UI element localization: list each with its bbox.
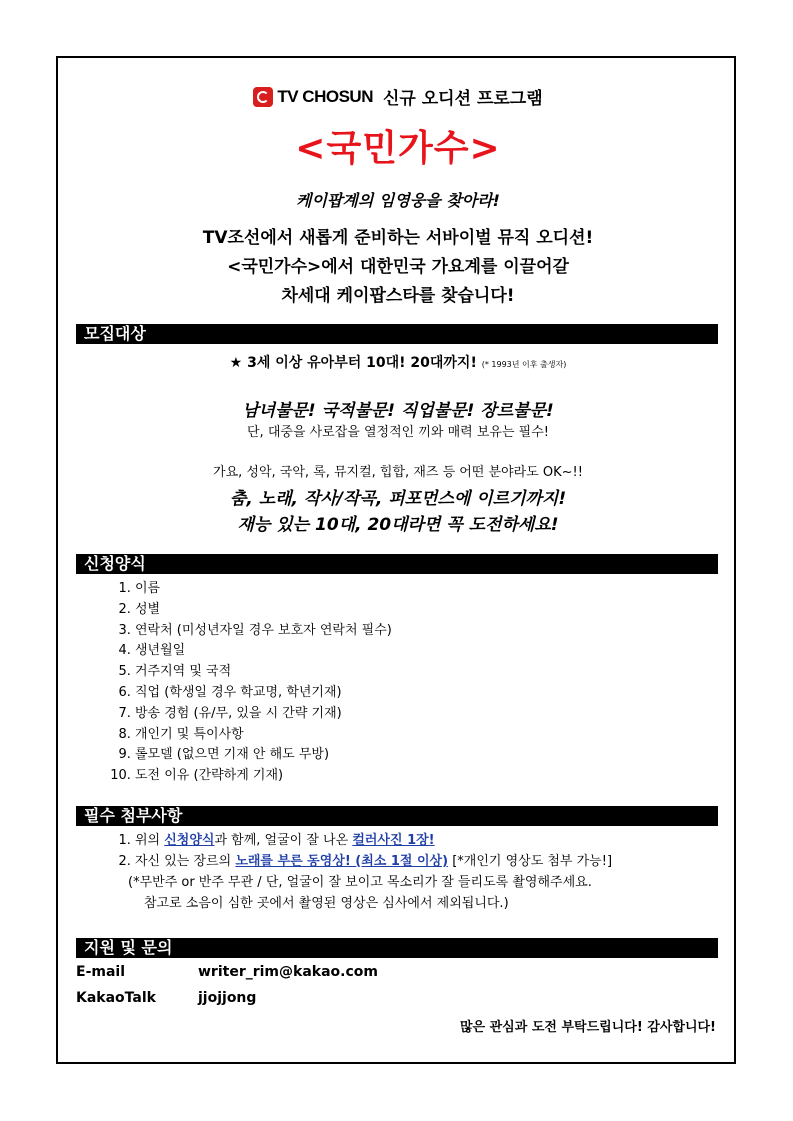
slogan-line-1: 춤, 노래, 작사/작곡, 퍼포먼스에 이르기까지!: [229, 489, 567, 509]
attachment-note-1: (*무반주 or 반주 무관 / 단, 얼굴이 잘 보이고 목소리가 잘 들리도록 촬영해주세요.: [128, 875, 592, 890]
section-heading-target: 모집대상: [76, 324, 718, 344]
section-heading-attachments: 필수 첨부사항: [76, 806, 718, 826]
list-item: 9. 롤모델 (없으면 기재 안 해도 무방): [135, 745, 392, 766]
list-item: 3. 연락처 (미성년자일 경우 보호자 연락처 필수): [135, 621, 392, 642]
color-photo-link[interactable]: 컬러사진 1장!: [352, 833, 435, 848]
target-age: ★ 3세 이상 유아부터 10대! 20대까지!: [229, 355, 477, 371]
list-item: [135, 852, 612, 873]
program-type: 신규 오디션 프로그램: [382, 89, 543, 109]
tv-chosun-logo: [253, 87, 373, 107]
list-item: 1. 이름: [135, 579, 392, 600]
list-item: 10. 도전 이유 (간략하게 기재): [135, 766, 392, 787]
target-age-line: [58, 352, 738, 372]
poster-frame: [56, 56, 736, 1064]
header-row: [58, 84, 738, 109]
application-form-link[interactable]: 신청양식: [164, 833, 215, 848]
attachment-note-2: 참고로 소음이 심한 곳에서 촬영된 영상은 심사에서 제외됩니다.): [144, 896, 509, 911]
email-link[interactable]: writer_rim@kakao.com: [198, 964, 378, 980]
section-heading-application: 신청양식: [76, 554, 718, 574]
attach-text: 위의: [135, 833, 165, 848]
kakaotalk-id: jjojjong: [198, 990, 257, 1006]
tv-chosun-logo-icon: [253, 87, 273, 107]
tagline: 케이팝계의 임영웅을 찾아라!: [296, 191, 500, 210]
list-item: 2. 성별: [135, 600, 392, 621]
song-video-link[interactable]: 노래를 부른 동영상! (최소 1절 이상): [235, 853, 449, 869]
requirement-line: 단, 대중을 사로잡을 열정적인 끼와 매력 보유는 필수!: [247, 425, 549, 440]
list-item: 7. 방송 경험 (유/무, 있을 시 간략 기재): [135, 704, 392, 725]
intro-line: 차세대 케이팝스타를 찾습니다!: [281, 286, 515, 306]
email-label: E-mail: [76, 964, 126, 980]
application-form-list: [113, 579, 392, 787]
target-age-note: (* 1993년 이후 출생자): [481, 360, 567, 369]
attach-text: 자신 있는 장르의: [135, 853, 236, 869]
intro-line: TV조선에서 새롭게 준비하는 서바이벌 뮤직 오디션!: [202, 228, 594, 248]
kakaotalk-label: KakaoTalk: [76, 990, 156, 1006]
list-item: 6. 직업 (학생일 경우 학교명, 학년기재): [135, 683, 392, 704]
list-item: 5. 거주지역 및 국적: [135, 662, 392, 683]
intro-line: <국민가수>에서 대한민국 가요계를 이끌어갈: [227, 257, 569, 277]
attach-text: [*개인기 영상도 첨부 가능!]: [448, 853, 613, 869]
list-item: 8. 개인기 및 특이사항: [135, 725, 392, 746]
no-limits-line: 남녀불문! 국적불문! 직업불문! 장르불문!: [242, 401, 554, 421]
list-item: [135, 831, 612, 852]
attachments-list: [113, 831, 612, 873]
slogan-line-2: 재능 있는 10대, 20대라면 꼭 도전하세요!: [237, 515, 559, 535]
logo-text: TV CHOSUN: [277, 86, 373, 106]
closing-message: 많은 관심과 도전 부탁드립니다! 감사합니다!: [459, 1020, 716, 1035]
list-item: 4. 생년월일: [135, 641, 392, 662]
intro-text: [58, 224, 738, 311]
section-heading-contact: 지원 및 문의: [76, 938, 718, 958]
attach-text: 과 함께, 얼굴이 잘 나온: [214, 833, 353, 848]
page-title: <국민가수>: [295, 128, 501, 169]
genres-line: 가요, 성악, 국악, 록, 뮤지컬, 힙합, 재즈 등 어떤 분야라도 OK~!!: [213, 465, 583, 480]
